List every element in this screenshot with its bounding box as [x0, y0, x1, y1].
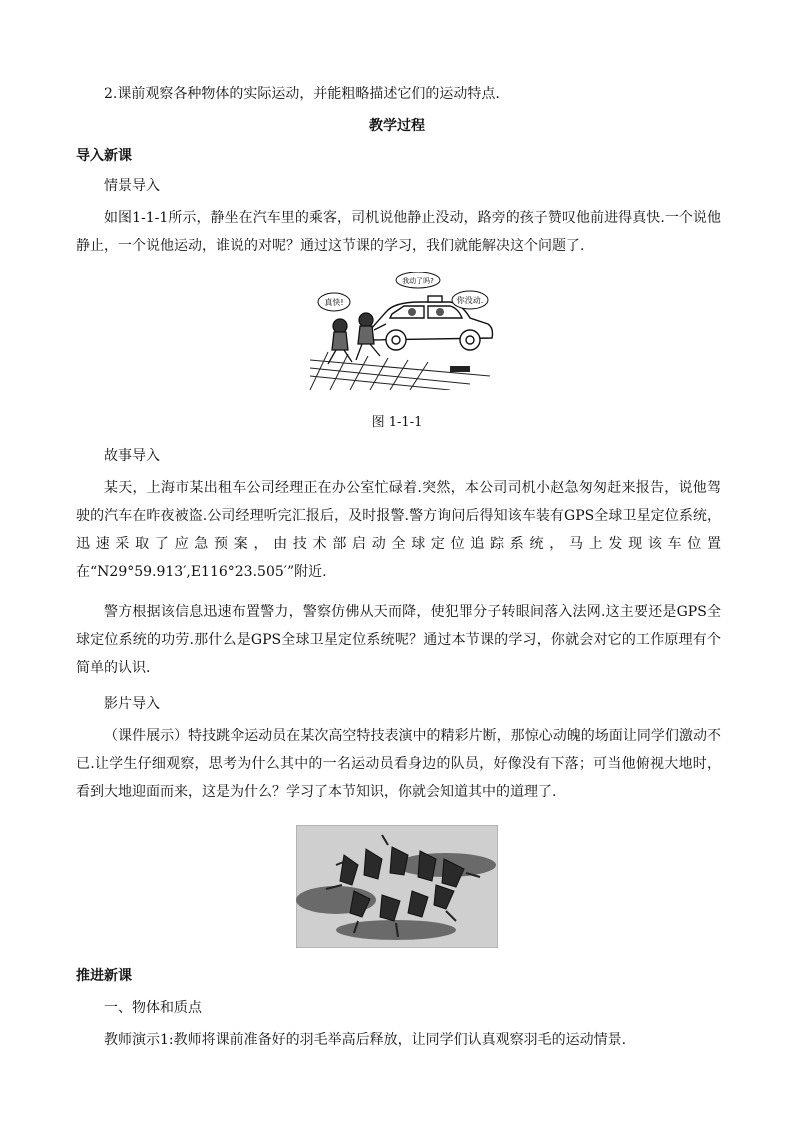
heading-intro: 导入新课: [76, 148, 132, 164]
objective-2-text: 2.课前观察各种物体的实际运动，并能粗略描述它们的运动特点.: [104, 86, 500, 102]
figure-car-cartoon: [300, 272, 500, 390]
sub-section-1: 一、物体和质点: [104, 1000, 202, 1016]
skydivers-photo-icon: [296, 825, 498, 948]
bubble-kid-text: 真快!: [324, 298, 344, 307]
figure-skydivers: [296, 825, 498, 948]
heading-new: 推进新课: [76, 968, 132, 984]
sub-scene: 情景导入: [104, 178, 160, 194]
car-cartoon-illustration: [300, 272, 500, 390]
figure-caption: 图 1-1-1: [371, 415, 423, 430]
bubble-passenger-text: 我动了吗?: [402, 277, 434, 285]
section-title: 教学过程: [369, 118, 425, 134]
para-scene: 如图1-1-1所示，静坐在汽车里的乘客，司机说他静止没动，路旁的孩子赞叹他前进得真快.一个说他静止，一个说他运动，谁说的对呢？通过这节课的学习，我们就能解决这个问题了.: [76, 210, 721, 254]
bubble-driver-text: 你没动.: [456, 296, 484, 305]
para-film: （课件展示）特技跳伞运动员在某次高空特技表演中的精彩片断，那惊心动魄的场面让同学们激动不已.让学生仔细观察，思考为什么其中的一名运动员看身边的队员，好像没有下落；可当他俯视大地时，看到大地迎面而来，这是为什么？学习了本节知识，你就会知道其中的道理了.: [76, 728, 721, 800]
sub-story: 故事导入: [104, 448, 160, 464]
para-demo-1: 教师演示1:教师将课前准备好的羽毛举高后释放，让同学们认真观察羽毛的运动情景.: [104, 1032, 627, 1048]
para-story-2: 警方根据该信息迅速布置警力，警察仿佛从天而降，使犯罪分子转眼间落入法网.这主要还是GPS全球定位系统的功劳.那什么是GPS全球卫星定位系统呢？通过本节课的学习，你就会对它的工作原理有个简单的认识.: [76, 604, 721, 676]
para-story-1: 某天，上海市某出租车公司经理正在办公室忙碌着.突然，本公司司机小赵急匆匆赶来报告，说他驾驶的汽车在昨夜被盗.公司经理听完汇报后，及时报警.警方询问后得知该车装有GPS全球卫星定位系统，迅速采取了应急预案，由技术部启动全球定位追踪系统，马上发现该车位置在“N29°59.913′,E116°23.505′”附近.: [76, 480, 721, 580]
sub-film: 影片导入: [104, 696, 160, 712]
